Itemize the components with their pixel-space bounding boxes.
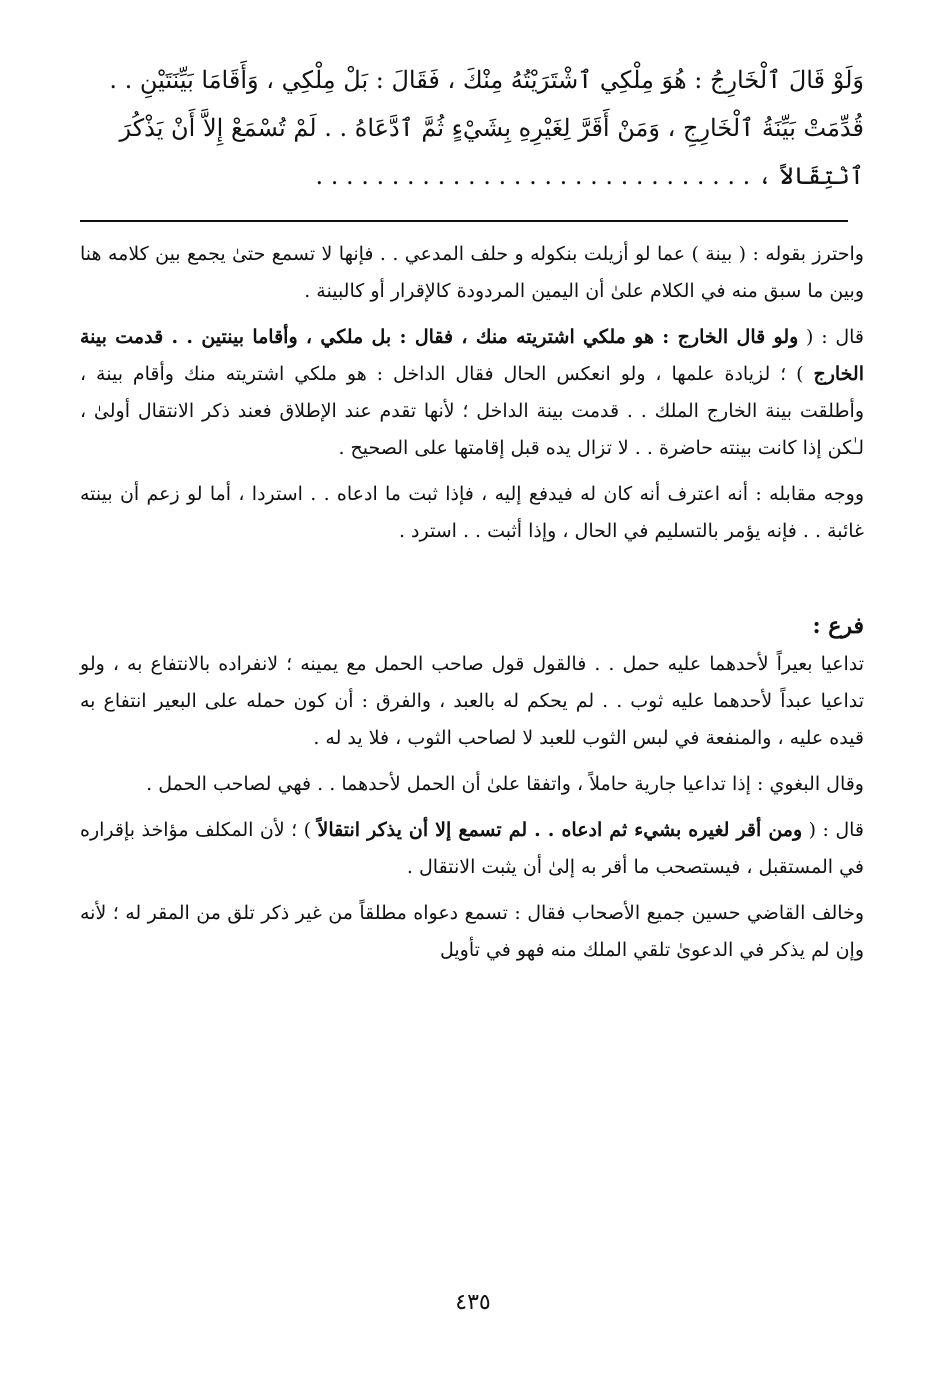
commentary-paragraph	[80, 319, 864, 467]
commentary-paragraph: وخالف القاضي حسين جميع الأصحاب فقال : تسمع دعواه مطلقاً من غير ذكر تلق من المقر له ؛ لأنه وإن لم يذكر في الدعوىٰ تلقي الملك منه فهو في تأويل	[80, 902, 864, 961]
separator-rule	[80, 220, 848, 222]
commentary-paragraph: وقال البغوي : إذا تداعيا جارية حاملاً ، واتفقا علىٰ أن الحمل لأحدهما . . فهي لصاحب الحمل .	[146, 773, 864, 795]
page-number: ٤٣٥	[455, 1290, 491, 1315]
matn-line: وَلَوْ قَالَ ٱلْخَارِجُ : هُوَ مِلْكِي ٱشْتَرَيْتُهُ مِنْكَ ، فَقَالَ : بَلْ مِلْكِي ، وَأَقَامَا بَيِّنَتَيْنِ . .	[109, 66, 864, 94]
page-body	[80, 56, 864, 978]
commentary-paragraph: ووجه مقابله : أنه اعترف أنه كان له فيدفع إليه ، فإذا ثبت ما ادعاه . . استردا ، أما لو زعم أن بينته غائبة . . فإنه يؤمر بالتسليم في الحال ، وإذا أثبت . . استرد .	[80, 483, 864, 542]
matn-line: قُدِّمَتْ بَيِّنَةُ ٱلْخَارِجِ ، وَمَنْ أَقَرَّ لِغَيْرِهِ بِشَيْءٍ ثُمَّ ٱدَّعَاهُ . . لَمْ تُسْمَعْ إِلاَّ أَنْ يَذْكُرَ	[119, 114, 864, 142]
commentary-paragraph: تداعيا بعيراً لأحدهما عليه حمل . . فالقول قول صاحب الحمل مع يمينه ؛ لانفراده بالانتفاع به ، ولو تداعيا عبداً لأحدهما عليه ثوب . . لم يحكم له بالعبد ، والفرق : أن كون حمله على البعير انتفاع به قيده عليه ، والمنفعة في لبس الثوب للعبد لا لصاحب الثوب ، فلا يد له .	[80, 653, 864, 749]
quoted-matn: ومن أقر لغيره بشيء ثم ادعاه . . لم تسمع إلا أن يذكر انتقالاً	[317, 819, 803, 841]
matn-line: ٱنْتِقَالاً ، . . . . . . . . . . . . . . . . . . . . . . . . . . . . .	[315, 162, 864, 190]
commentary-text: ) ؛ لزيادة علمها ، ولو انعكس الحال فقال الداخل : هو ملكي اشتريته منك وأقام بينة ، وأطلقت بينة الخارج الملك . . قدمت بينة الداخل ؛ لأنها تقدم عند الإطلاق فعند ذكر الانتقال أولىٰ ، لـٰكن إذا كانت بينته حاضرة . . لا تزال يده قبل إقامتها على الصحيح .	[80, 363, 864, 459]
commentary-text: ) ؛ لأن المكلف مؤاخذ بإقراره في المستقبل ، فيستصحب ما أقر به إلىٰ أن يثبت الانتقال .	[80, 819, 864, 878]
quoted-matn: ولو قال الخارج : هو ملكي اشتريته منك ، فقال : بل ملكي ، وأقاما بينتين . . قدمت بينة الخارج	[80, 326, 864, 385]
commentary-paragraph: واحترز بقوله : ( بينة ) عما لو أزيلت بنكوله و حلف المدعي . . فإنها لا تسمع حتىٰ يجمع بين كلامه هنا وبين ما سبق منه في الكلام علىٰ أن اليمين المردودة كالإقرار أو كالبينة .	[80, 243, 864, 302]
commentary-paragraph	[80, 812, 864, 886]
quote-open: قال : (	[802, 819, 865, 841]
quote-open: قال : (	[798, 326, 865, 348]
commentary	[80, 236, 864, 969]
section-heading: فرع :	[812, 613, 864, 639]
matn-text	[80, 56, 864, 200]
